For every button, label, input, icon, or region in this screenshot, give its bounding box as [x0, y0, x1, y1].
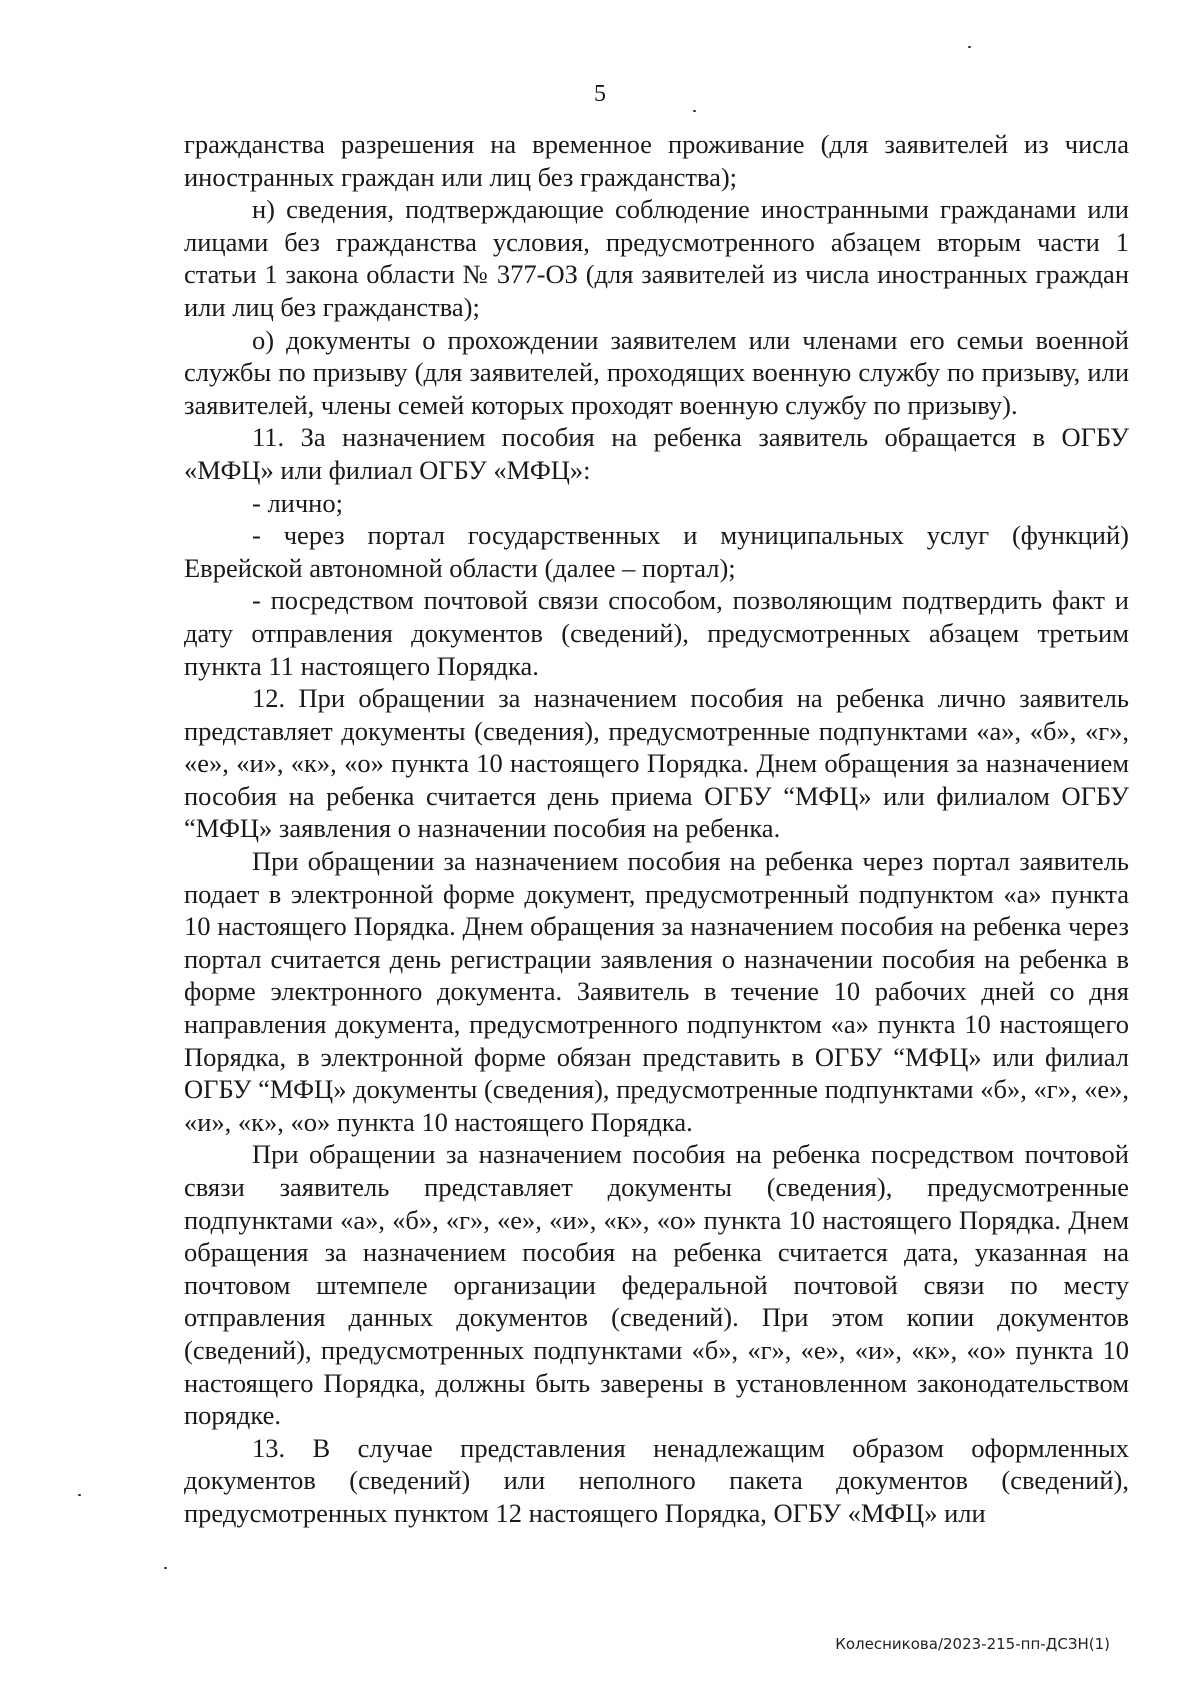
paragraph: о) документы о прохождении заявителем или членами его семьи военной службы по призыву (для заявителей, проходящих военную службу по призыву, или заявителей, члены семей которых проходят военную службу по призыву). — [184, 324, 1129, 420]
paragraph: 12. При обращении за назначением пособия на ребенка лично заявитель представляет документы (сведения), предусмотренные подпунктами «а», «б», «г», «е», «и», «к», «о» пункта 10 настоящего Порядка. Днем обращения за назначением пособия на ребенка считается день приема ОГБУ “МФЦ» или филиалом ОГБУ “МФЦ» заявления о назначении пособия на ребенка. — [184, 683, 1129, 844]
paragraph: 11. За назначением пособия на ребенка заявитель обращается в ОГБУ «МФЦ» или филиал ОГБУ «МФЦ»: — [184, 422, 1129, 485]
page-number: 5 — [594, 81, 606, 107]
paragraph: - лично; — [252, 487, 343, 518]
document-body — [184, 128, 1129, 1530]
paragraph: При обращении за назначением пособия на ребенка посредством почтовой связи заявитель представляет документы (сведения), предусмотренные подпунктами «а», «б», «г», «е», «и», «к», «о» пункта 10 настоящего Порядка. Днем обращения за назначением пособия на ребенка считается дата, указанная на почтовом штемпеле организации федеральной почтовой связи по месту отправления данных документов (сведений). При этом копии документов (сведений), предусмотренных подпунктами «б», «г», «е», «и», «к», «о» пункта 10 настоящего Порядка, должны быть заверены в установленном законодательством порядке. — [184, 1139, 1129, 1431]
paragraph: При обращении за назначением пособия на ребенка через портал заявитель подает в электронной форме документ, предусмотренный подпунктом «а» пункта 10 настоящего Порядка. Днем обращения за назначением пособия на ребенка через портал считается день регистрации заявления о назначении пособия на ребенка в форме электронного документа. Заявитель в течение 10 рабочих дней со дня направления документа, предусмотренного подпунктом «а» пункта 10 настоящего Порядка, в электронной форме обязан представить в ОГБУ “МФЦ» или филиал ОГБУ “МФЦ» документы (сведения), предусмотренные подпунктами «б», «г», «е», «и», «к», «о» пункта 10 настоящего Порядка. — [184, 846, 1129, 1137]
paragraph: - посредством почтовой связи способом, позволяющим подтвердить факт и дату отправления документов (сведений), предусмотренных абзацем третьим пункта 11 настоящего Порядка. — [184, 585, 1129, 681]
document-code: Колесникова/2023-215-пп-ДСЗН(1) — [835, 1635, 1110, 1653]
scan-speck — [693, 110, 696, 112]
paragraph: гражданства разрешения на временное проживание (для заявителей из числа иностранных граждан или лиц без гражданства); — [184, 129, 1129, 192]
scan-speck — [164, 1567, 167, 1569]
scan-speck — [968, 46, 971, 48]
paragraph: н) сведения, подтверждающие соблюдение иностранными гражданами или лицами без гражданства условия, предусмотренного абзацем вторым части 1 статьи 1 закона области № 377-ОЗ (для заявителей из числа иностранных граждан или лиц без гражданства); — [184, 194, 1129, 322]
paragraph: 13. В случае представления ненадлежащим образом оформленных документов (сведений) или неполного пакета документов (сведений), предусмотренных пунктом 12 настоящего Порядка, ОГБУ «МФЦ» или — [184, 1432, 1129, 1528]
paragraph: - через портал государственных и муниципальных услуг (функций) Еврейской автономной области (далее – портал); — [184, 520, 1129, 583]
scan-speck — [78, 1494, 81, 1496]
